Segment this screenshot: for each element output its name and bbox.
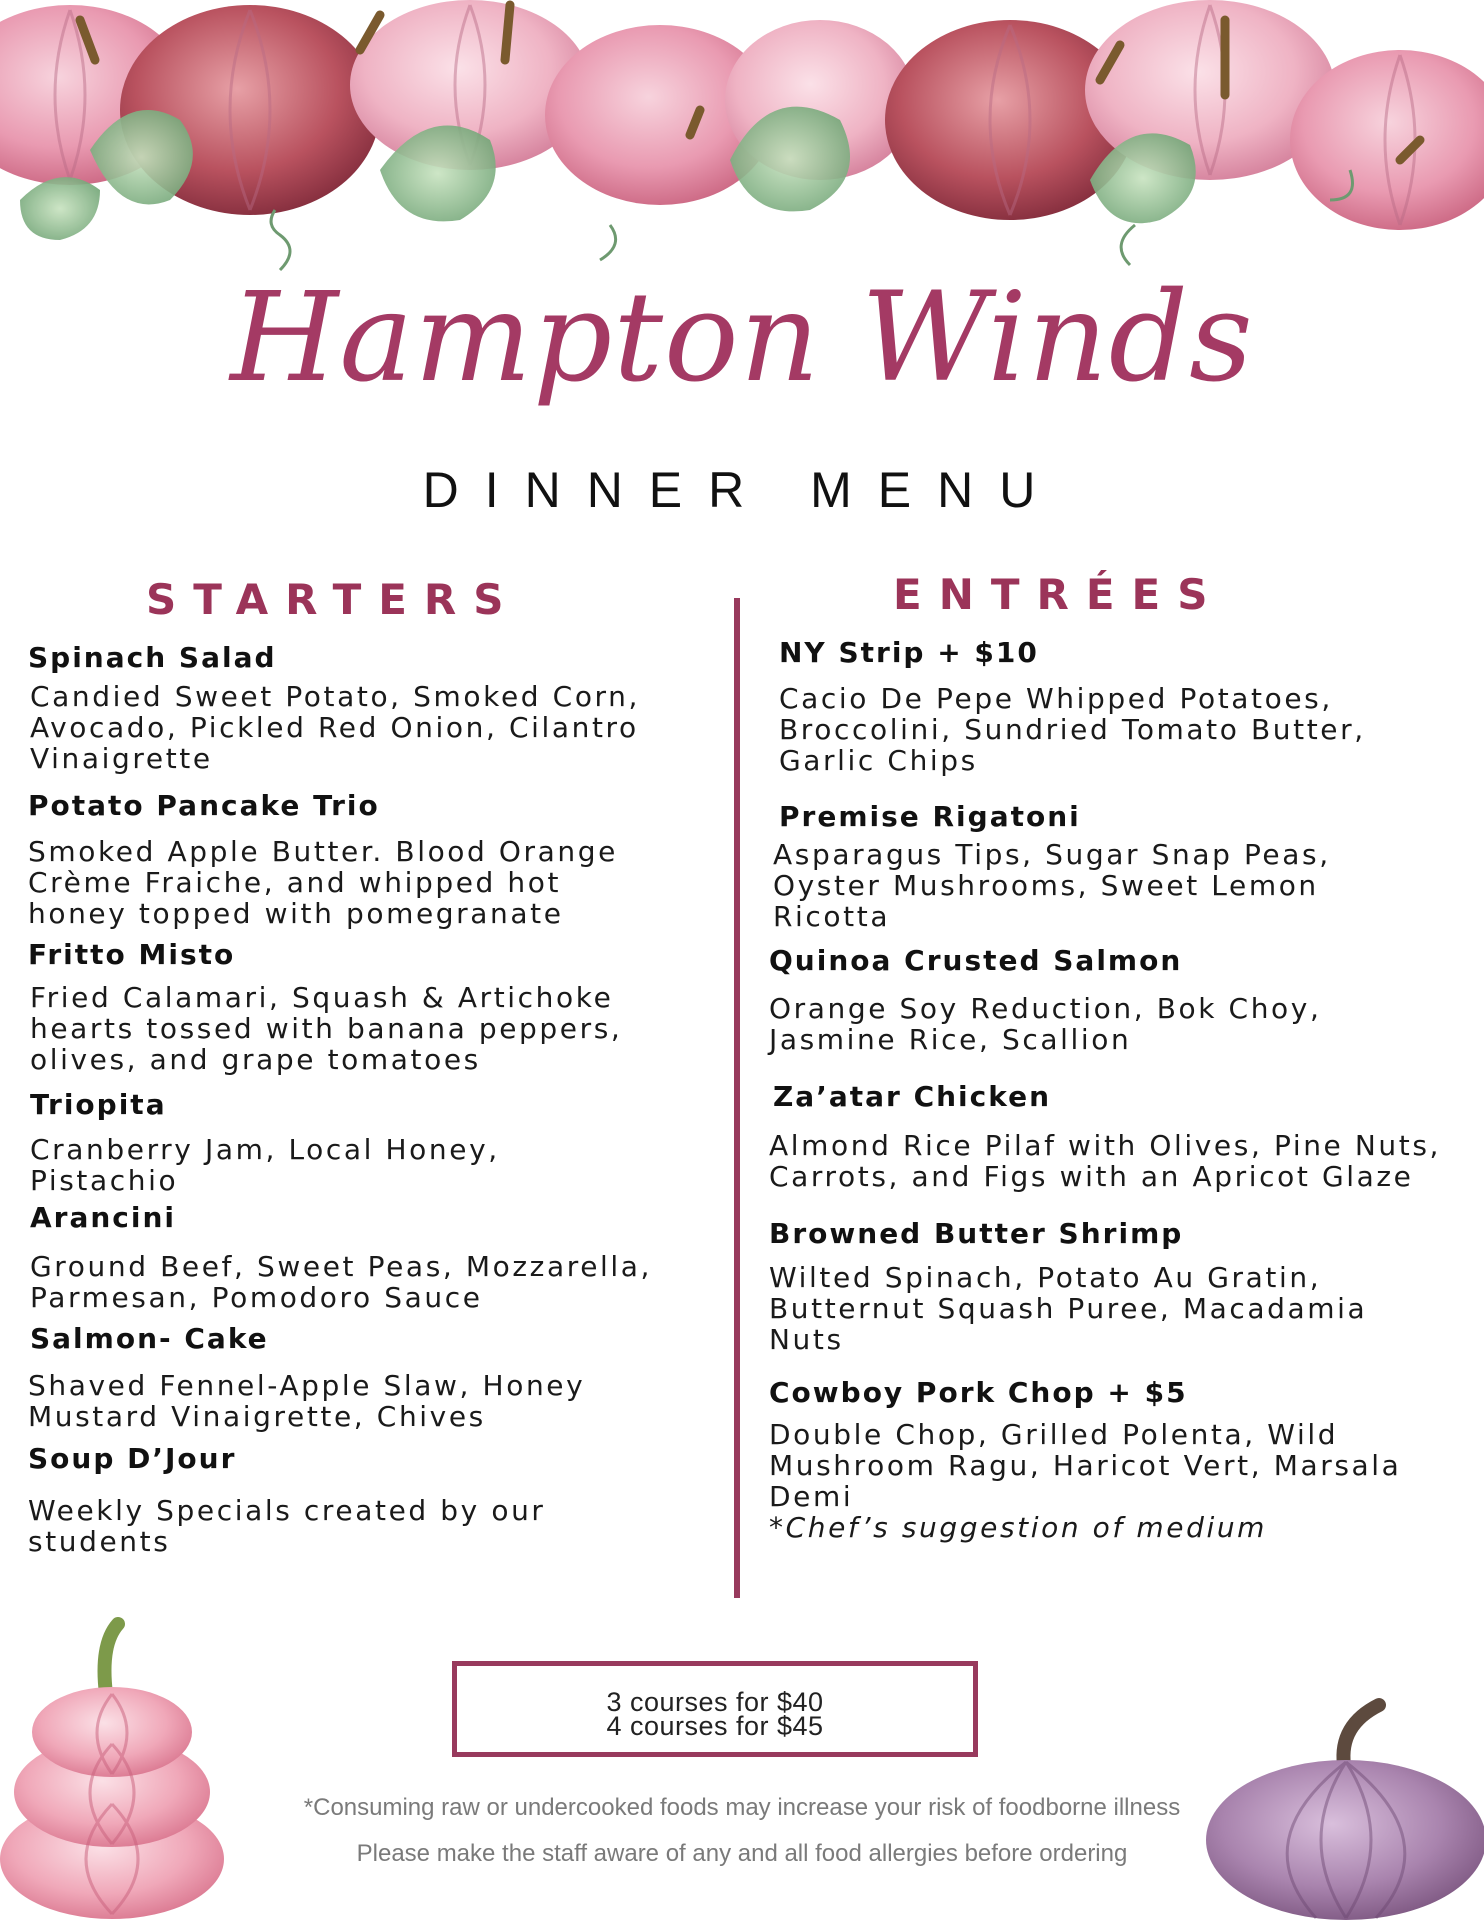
starter-name: Arancini [30,1201,177,1234]
menu-subtitle: DINNER MENU [422,462,1062,518]
entree-name: Cowboy Pork Chop + $5 [769,1376,1188,1409]
starter-name: Salmon- Cake [30,1322,269,1355]
entree-description: Cacio De Pepe Whipped Potatoes, Broccolini, Sundried Tomato Butter, Garlic Chips [779,682,1366,777]
starter-name: Spinach Salad [28,641,277,674]
pricing-three-courses: 3 courses for $40 [606,1687,824,1717]
entree-description: Wilted Spinach, Potato Au Gratin, Butternut Squash Puree, Macadamia Nuts [769,1261,1368,1356]
starter-description: Shaved Fennel-Apple Slaw, Honey Mustard Vinaigrette, Chives [28,1369,586,1433]
starter-description: Ground Beef, Sweet Peas, Mozzarella, Parmesan, Pomodoro Sauce [30,1250,653,1314]
entree-description: Almond Rice Pilaf with Olives, Pine Nuts, Carrots, and Figs with an Apricot Glaze [769,1129,1442,1193]
entree-description: Asparagus Tips, Sugar Snap Peas, Oyster Mushrooms, Sweet Lemon Ricotta [773,838,1331,933]
starters-heading: STARTERS [146,575,521,624]
pricing-four-courses: 4 courses for $45 [606,1711,824,1741]
allergy-notice: Please make the staff aware of any and all food allergies before ordering [356,1840,1128,1867]
entree-description: Double Chop, Grilled Polenta, Wild Mushroom Ragu, Haricot Vert, Marsala Demi [769,1418,1402,1513]
column-divider [734,598,740,1598]
entree-name: Browned Butter Shrimp [769,1217,1184,1250]
starter-description: Cranberry Jam, Local Honey, Pistachio [30,1133,500,1197]
entree-name: Quinoa Crusted Salmon [769,944,1183,977]
chef-suggestion-note: *Chef’s suggestion of medium [769,1511,1268,1544]
purple-pumpkin-illustration [1196,1690,1484,1920]
starter-name: Soup D’Jour [28,1442,237,1475]
entree-name: Za’atar Chicken [773,1080,1052,1113]
starter-description: Weekly Specials created by our students [28,1494,546,1558]
starter-name: Fritto Misto [28,938,236,971]
pricing-box [452,1661,978,1757]
entrees-heading: ENTRÉES [893,570,1225,619]
starter-name: Triopita [30,1088,167,1121]
starter-description: Fried Calamari, Squash & Artichoke hearts tossed with banana peppers, olives, and grape tomatoes [30,981,623,1076]
foodborne-illness-warning: *Consuming raw or undercooked foods may increase your risk of foodborne illness [303,1794,1181,1821]
entree-name: Premise Rigatoni [779,800,1081,833]
pumpkin-garland-illustration [0,0,1484,310]
entree-description: Orange Soy Reduction, Bok Choy, Jasmine Rice, Scallion [769,992,1322,1056]
pink-pumpkin-illustration [0,1614,228,1920]
restaurant-title: Hampton Winds [230,266,1254,410]
garland-pumpkins [0,0,1484,230]
starter-name: Potato Pancake Trio [28,789,380,822]
entree-name: NY Strip + $10 [779,636,1039,669]
starter-description: Smoked Apple Butter. Blood Orange Crème Fraiche, and whipped hot honey topped with pomegranate [28,835,618,930]
starter-description: Candied Sweet Potato, Smoked Corn, Avocado, Pickled Red Onion, Cilantro Vinaigrette [30,680,641,775]
